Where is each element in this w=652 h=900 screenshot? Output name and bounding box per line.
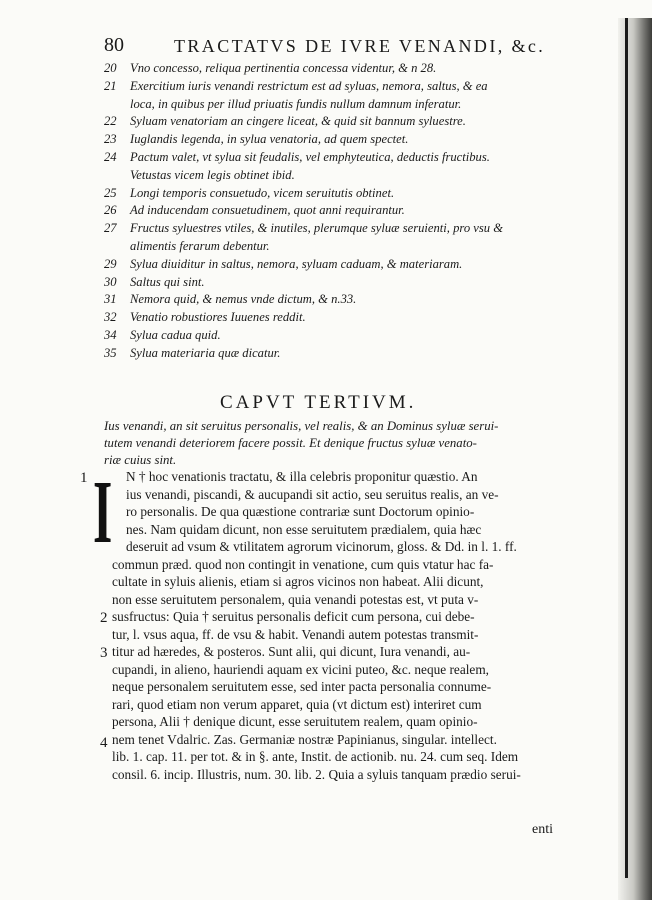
summary-item [104,309,574,327]
body-line: susfructus: Quia † seruitus personalis deficit cum persona, cui debe- [112,609,475,624]
summary-item [104,291,574,309]
summary-item-number: 27 [104,221,117,236]
body-line: ro personalis. De qua quæstione contrariæ sunt Doctorum opinio- [126,504,475,519]
margin-number: 1 [80,470,88,486]
summary-item-text: Pactum valet, vt sylua sit feudalis, vel emphyteutica, deductis fructibus. Vetustas vicem legis obtinet ibid. [130,149,490,182]
body-line: persona, Alii † denique dicunt, esse seruitutem realem, quam opinio- [112,714,478,729]
body-line: commun præd. quod non contingit in venatione, cum quis vtatur hac fa- [112,556,494,572]
page-number: 80 [104,34,124,56]
summary-item [104,202,574,220]
summary-item-text: Iuglandis legenda, in sylua venatoria, ad quem spectet. [130,132,409,147]
body-line: tur, l. vsus aqua, ff. de vsu & habit. Venandi autem potestas transmit- [112,626,479,642]
summary-item-text: Syluam venatoriam an cingere liceat, & quid sit bannum syluestre. [130,114,466,129]
summary-item [104,274,574,292]
chapter-title: CAPVT TERTIVM. [220,392,417,413]
summary-item-text: Ad inducendam consuetudinem, quot anni requirantur. [130,203,405,218]
margin-number: 2 [100,610,108,626]
summary-item [104,113,574,131]
summary-item-number: 32 [104,310,117,325]
summary-item-text: Saltus qui sint. [130,274,205,289]
summary-item-text: Vno concesso, reliqua pertinentia concessa videntur, & n 28. [130,61,437,75]
summary-item-number: 30 [104,274,117,289]
summary-item-text: Venatio robustiores Iuuenes reddit. [130,310,306,325]
running-title: TRACTATVS DE IVRE VENANDI, &c. [174,36,546,56]
summary-item-text: Sylua diuiditur in saltus, nemora, syluam caduam, & materiaram. [130,256,463,271]
summary-item [104,256,574,274]
binding-line [625,18,628,878]
summary-item-text: Sylua materiaria quæ dicatur. [130,345,281,360]
summary-item [104,78,574,114]
summary-item-text: Fructus syluestres vtiles, & inutiles, plerumque syluæ seruienti, pro vsu & alimentis ferarum debentur. [130,221,503,253]
chapter-argument: Ius venandi, an sit seruitus personalis, vel realis, & an Dominus syluæ serui- tutem venandi deteriorem facere possit. Et denique fructus syluæ venato- riæ cuius sint. [104,419,499,467]
summary-item [104,149,574,185]
body-line: neque personalem seruitutem esse, sed inter pacta personalia connume- [112,679,492,694]
catchword: enti [532,822,553,837]
summary-item-number: 26 [104,203,117,218]
body-text [112,468,572,783]
summary-item [104,60,574,78]
body-line: lib. 1. cap. 11. per tot. & in §. ante, Instit. de actionib. nu. 24. cum seq. Idem [112,749,519,764]
summary-item [104,185,574,203]
chapter-summary-list [104,60,574,363]
summary-item-number: 20 [104,61,117,75]
summary-item [104,220,574,256]
summary-item [104,131,574,149]
body-line: N † hoc venationis tractatu, & illa celebris proponitur quæstio. An [126,469,478,484]
summary-item-number: 21 [104,78,117,93]
body-line: cultate in syluis alienis, etiam si agros vicinos non habeat. Alii dicunt, [112,574,484,589]
body-line: deseruit ad vsum & vtilitatem agrorum vicinorum, gloss. & Dd. in l. 1. ff. [126,539,517,554]
summary-item-text: Sylua cadua quid. [130,327,221,342]
page-edge-shadow [618,18,652,900]
body-line: consil. 6. incip. Illustris, num. 30. lib. 2. Quia a syluis tanquam prædio serui- [112,766,521,782]
summary-item-number: 23 [104,132,117,147]
body-line: rari, quod etiam non verum apparet, quia (vt dictum est) interiret cum [112,696,482,712]
summary-item-text: Exercitium iuris venandi restrictum est ad syluas, nemora, saltus, & ea loca, in quibus per illud priuatis fundis nullum damnum inferatur. [130,78,488,111]
body-line: ius venandi, piscandi, & aucupandi sit actio, seu seruitus realis, an ve- [126,486,499,502]
margin-number: 3 [100,645,108,661]
margin-number: 4 [100,735,108,751]
summary-item-text: Nemora quid, & nemus vnde dictum, & n.33. [130,292,357,307]
body-line: titur ad hæredes, & posteros. Sunt alii, qui dicunt, Iura venandi, au- [112,644,471,659]
summary-item-number: 25 [104,185,117,200]
summary-item [104,327,574,345]
summary-item-number: 34 [104,327,117,342]
summary-item-number: 31 [104,292,117,307]
body-line: nem tenet Vdalric. Zas. Germaniæ nostræ Papinianus, singular. intellect. [112,731,497,747]
summary-item [104,345,574,363]
body-line: cupandi, in alieno, hauriendi aquam ex vicini puteo, &c. neque realem, [112,661,489,677]
body-line: nes. Nam quidam dicunt, non esse seruitutem prædialem, quia hæc [126,521,482,537]
summary-item-text: Longi temporis consuetudo, vicem seruitutis obtinet. [130,185,395,200]
page-header [104,34,584,60]
body-line: non esse seruitutem personalem, quia venandi potestas est, vt puta v- [112,591,479,607]
drop-cap: I [93,463,113,562]
summary-item-number: 29 [104,256,117,271]
summary-item-number: 35 [104,345,117,360]
summary-item-number: 24 [104,149,117,164]
summary-item-number: 22 [104,114,117,129]
